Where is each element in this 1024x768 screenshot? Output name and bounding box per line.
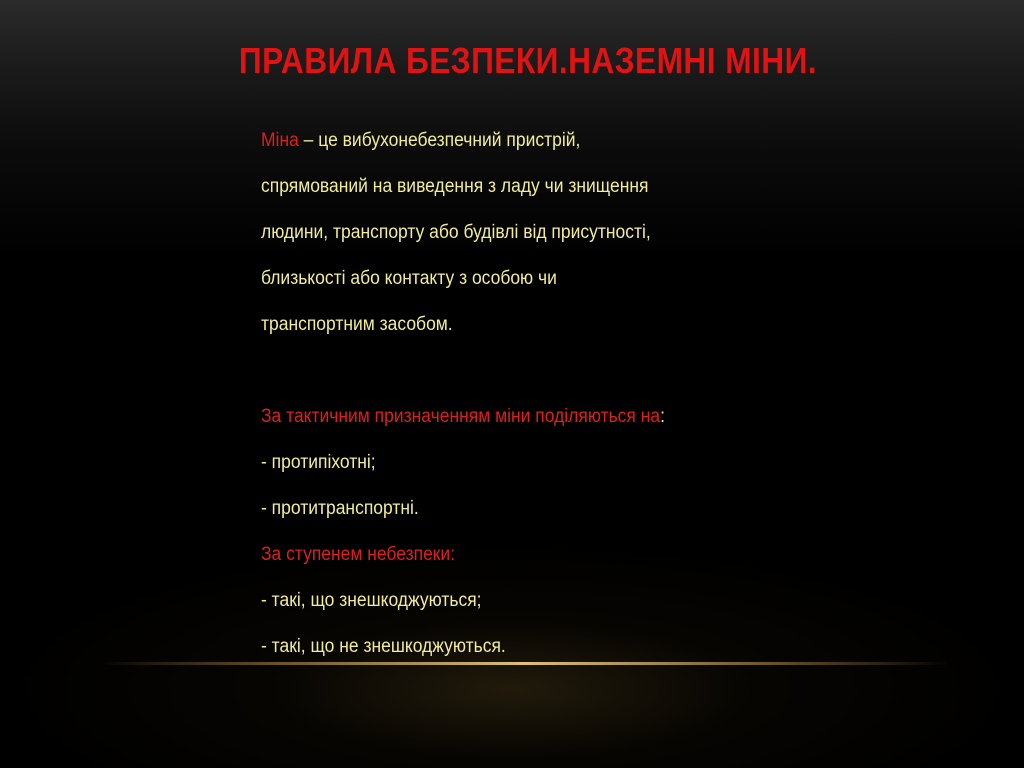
danger-item: - такі, що знешкоджуються; <box>261 590 482 611</box>
slide-body <box>261 118 821 670</box>
decorative-glow-divider <box>100 662 950 665</box>
tactical-heading-colon: : <box>660 406 665 427</box>
definition-line: транспортним засобом. <box>261 314 453 335</box>
tactical-heading: За тактичним призначенням міни поділяються на <box>261 406 661 427</box>
paragraph-gap <box>261 348 821 394</box>
definition-line: спрямований на виведення з ладу чи знищення <box>261 176 649 197</box>
tactical-item: - протипіхотні; <box>261 452 376 473</box>
tactical-item: - протитранспортні. <box>261 498 419 519</box>
definition-line: людини, транспорту або будівлі від присутності, <box>261 222 651 243</box>
definition-first-line-rest: – це вибухонебезпечний пристрій, <box>298 130 581 151</box>
definition-term: Міна <box>261 130 299 151</box>
definition-first-line <box>261 118 776 164</box>
tactical-heading-line <box>261 394 776 440</box>
danger-heading: За ступенем небезпеки: <box>261 544 456 565</box>
slide-title: ПРАВИЛА БЕЗПЕКИ.НАЗЕМНІ МІНИ. <box>238 40 818 81</box>
danger-item: - такі, що не знешкоджуються. <box>261 636 506 657</box>
definition-line: близькості або контакту з особою чи <box>261 268 557 289</box>
